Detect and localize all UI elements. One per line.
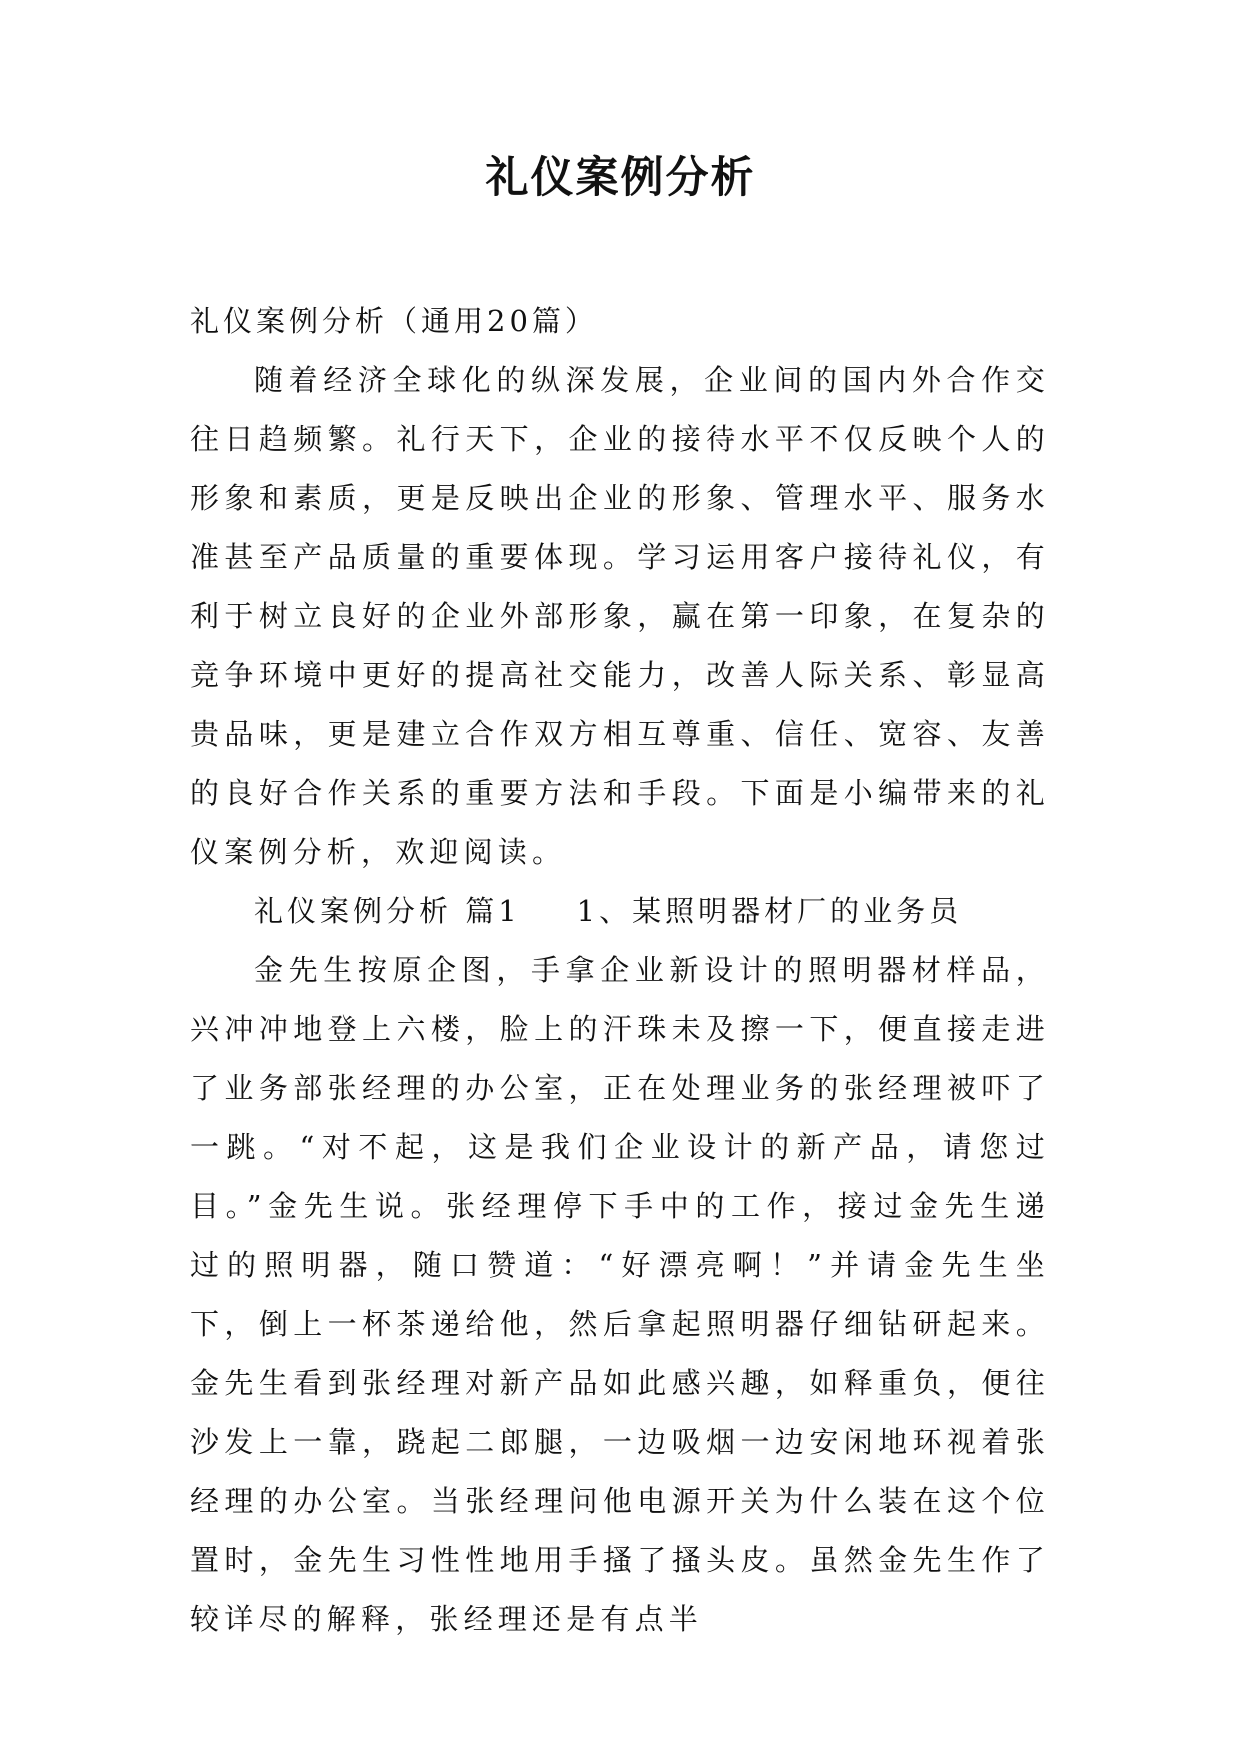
case-body-paragraph: 金先生按原企图，手拿企业新设计的照明器材样品，兴冲冲地登上六楼，脸上的汗珠未及擦一下，便直接走进了业务部张经理的办公室，正在处理业务的张经理被吓了一跳。“对不起，这是我们企业设计的新产品，请您过目。”金先生说。张经理停下手中的工作，接过金先生递过的照明器，随口赞道：“好漂亮啊！”并请金先生坐下，倒上一杯茶递给他，然后拿起照明器仔细钻研起来。金先生看到张经理对新产品如此感兴趣，如释重负，便往沙发上一靠，跷起二郎腿，一边吸烟一边安闲地环视着张经理的办公室。当张经理问他电源开关为什么装在这个位置时，金先生习性性地用手搔了搔头皮。虽然金先生作了较详尽的解释，张经理还是有点半: [190, 953, 1050, 1636]
document-body: [190, 292, 1050, 1649]
intro-paragraph: 随着经济全球化的纵深发展，企业间的国内外合作交往日趋频繁。礼行天下，企业的接待水平不仅反映个人的形象和素质，更是反映出企业的形象、管理水平、服务水准甚至产品质量的重要体现。学习运用客户接待礼仪，有利于树立良好的企业外部形象，赢在第一印象，在复杂的竞争环境中更好的提高社交能力，改善人际关系、彰显高贵品味，更是建立合作双方相互尊重、信任、宽容、友善的良好合作关系的重要方法和手段。下面是小编带来的礼仪案例分析，欢迎阅读。: [190, 363, 1050, 869]
document-subtitle: 礼仪案例分析（通用20篇）: [190, 304, 598, 338]
section-heading-row: [190, 882, 1050, 941]
case-lead: 1、某照明器材厂的业务员: [576, 894, 963, 928]
section-heading: 礼仪案例分析 篇1: [254, 894, 521, 928]
page-title: 礼仪案例分析: [485, 153, 756, 203]
